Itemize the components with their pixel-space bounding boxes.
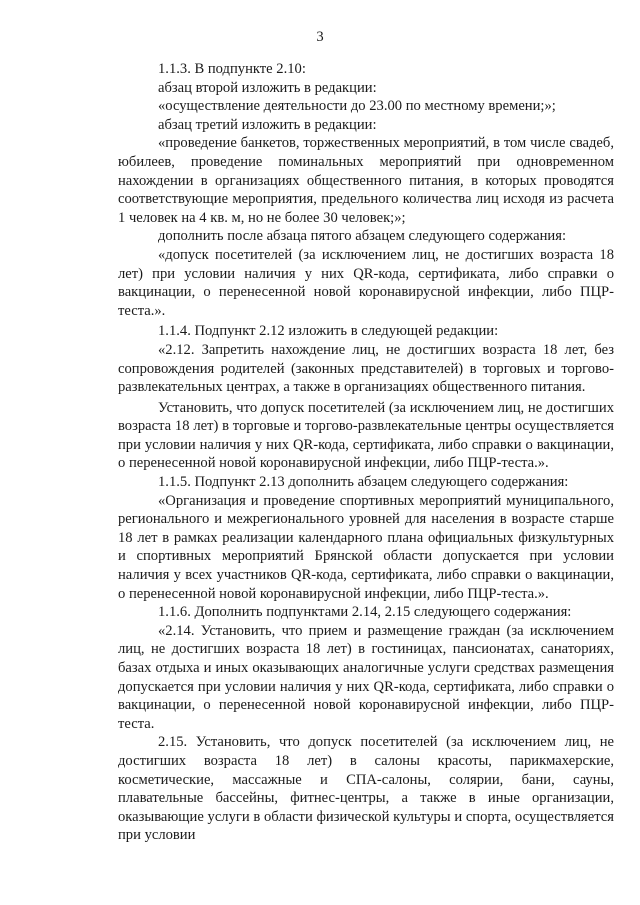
document-body [118,60,614,845]
paragraph: «2.14. Установить, что прием и размещение граждан (за исключением лиц, не достигших возраста 18 лет) в гостиницах, пансионатах, санаториях, базах отдыха и иных оказывающих аналогичные услуги средствах размещения допускается при условии наличия у них QR-кода, сертификата, либо справки о вакцинации, о перенесенной новой коронавирусной инфекции, либо ПЦР-теста. [118,622,614,732]
paragraph: «проведение банкетов, торжественных мероприятий, в том числе свадеб, юбилеев, проведение поминальных мероприятий при одновременном нахождении в организациях общественного питания, в которых проводятся соответствующие мероприятия, предельного количества лиц исходя из расчета 1 человек на 4 кв. м, но не более 30 человек;»; [118,135,614,226]
paragraph: 1.1.3. В подпункте 2.10: [158,61,306,77]
paragraph: абзац второй изложить в редакции: [158,79,377,96]
paragraph: 1.1.6. Дополнить подпунктами 2.14, 2.15 следующего содержания: [158,604,572,621]
paragraph: «осуществление деятельности до 23.00 по местному времени;»; [158,98,556,115]
paragraph: «допуск посетителей (за исключением лиц, не достигших возраста 18 лет) при условии наличия у них QR-кода, сертификата, либо справки о вакцинации, о перенесенной новой коронавирусной инфекции, либо ПЦР-теста.». [118,246,614,319]
paragraph: «2.12. Запретить нахождение лиц, не достигших возраста 18 лет, без сопровождения родителей (законных представителей) в торговых и торгово-развлекательных центрах, а также в организациях общественного питания. [118,341,614,396]
paragraph: дополнить после абзаца пятого абзацем следующего содержания: [158,228,566,245]
paragraph: 1.1.4. Подпункт 2.12 изложить в следующей редакции: [158,323,499,340]
paragraph: 1.1.5. Подпункт 2.13 дополнить абзацем следующего содержания: [158,474,569,491]
paragraph: абзац третий изложить в редакции: [158,116,377,133]
page-number: 3 [316,29,324,45]
paragraph: 2.15. Установить, что допуск посетителей (за исключением лиц, не достигших возраста 18 лет) в салоны красоты, парикмахерские, косметические, массажные и СПА-салоны, солярии, бани, сауны, плавательные бассейны, фитнес-центры, а также в иные организации, оказывающие услуги в области физической культуры и спорта, осуществляется при условии [118,734,614,844]
paragraph: «Организация и проведение спортивных мероприятий муниципального, регионального и межрегионального уровней для населения в возрасте старше 18 лет в рамках реализации календарного плана официальных физкультурных и спортивных мероприятий Брянской области допускается при условии наличия у всех участников QR-кода, сертификата, либо справки о вакцинации, о перенесенной новой коронавирусной инфекции, либо ПЦР-теста.». [118,492,614,602]
paragraph: Установить, что допуск посетителей (за исключением лиц, не достигших возраста 18 лет) в торговые и торгово-развлекательные центры осуществляется при условии наличия у них QR-кода, сертификата, либо справки о вакцинации, о перенесенной новой коронавирусной инфекции, либо ПЦР-теста.». [118,399,614,472]
